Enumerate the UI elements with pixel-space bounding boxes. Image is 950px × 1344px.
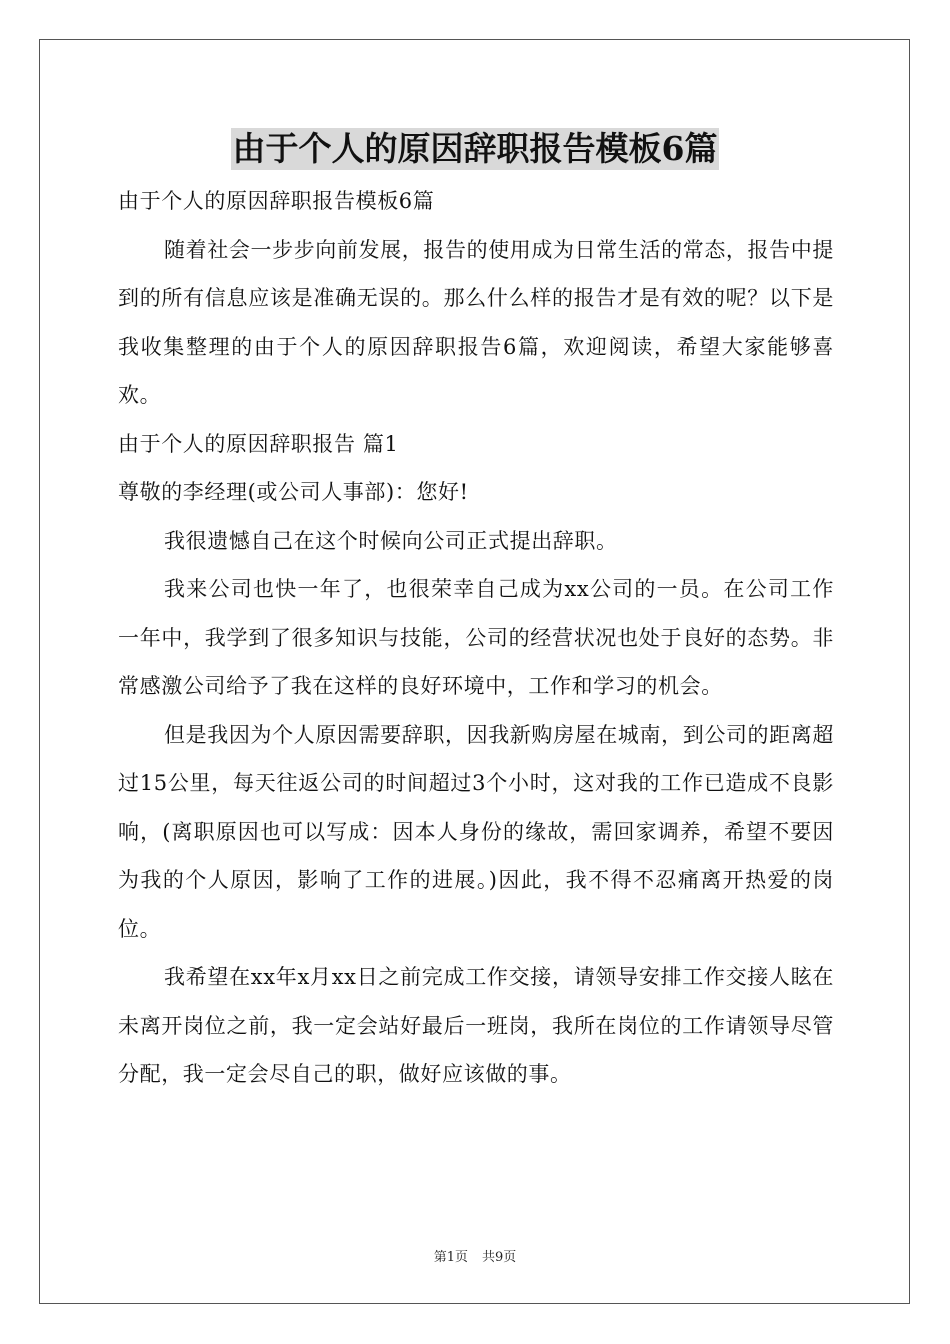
salutation-paragraph: 尊敬的李经理(或公司人事部)：您好! [118,480,469,504]
page-total: 共9页 [482,1250,517,1265]
body-paragraph: 但是我因为个人原因需要辞职，因我新购房屋在城南，到公司的距离超过15公里，每天往返公司的时间超过3个小时，这对我的工作已造成不良影响，(离职原因也可以写成：因本人身份的缘故，需回家调养，希望不要因为我的个人原因，影响了工作的进展。)因此，我不得不忍痛离开热爱的岗位。 [118,722,834,941]
page-number: 第1页 [433,1250,468,1265]
document-title: 由于个人的原因辞职报告模板6篇 [232,129,718,168]
intro-paragraph: 随着社会一步步向前发展，报告的使用成为日常生活的常态，报告中提到的所有信息应该是准确无误的。那么什么样的报告才是有效的呢？以下是我收集整理的由于个人的原因辞职报告6篇，欢迎阅读，希望大家能够喜欢。 [118,237,834,407]
body-paragraph: 我来公司也快一年了，也很荣幸自己成为xx公司的一员。在公司工作一年中，我学到了很多知识与技能，公司的经营状况也处于良好的态势。非常感激公司给予了我在这样的良好环境中，工作和学习的机会。 [118,577,834,698]
body-paragraph: 我很遗憾自己在这个时候向公司正式提出辞职。 [164,528,618,553]
title-container [0,128,950,170]
page-footer [0,1246,950,1265]
subtitle-paragraph: 由于个人的原因辞职报告模板6篇 [118,189,435,213]
document-body [118,177,834,1099]
body-paragraph: 我希望在xx年x月xx日之前完成工作交接，请领导安排工作交接人眩在未离开岗位之前，我一定会站好最后一班岗，我所在岗位的工作请领导尽管分配，我一定会尽自己的职，做好应该做的事。 [118,965,834,1086]
section-heading: 由于个人的原因辞职报告 篇1 [118,431,399,456]
